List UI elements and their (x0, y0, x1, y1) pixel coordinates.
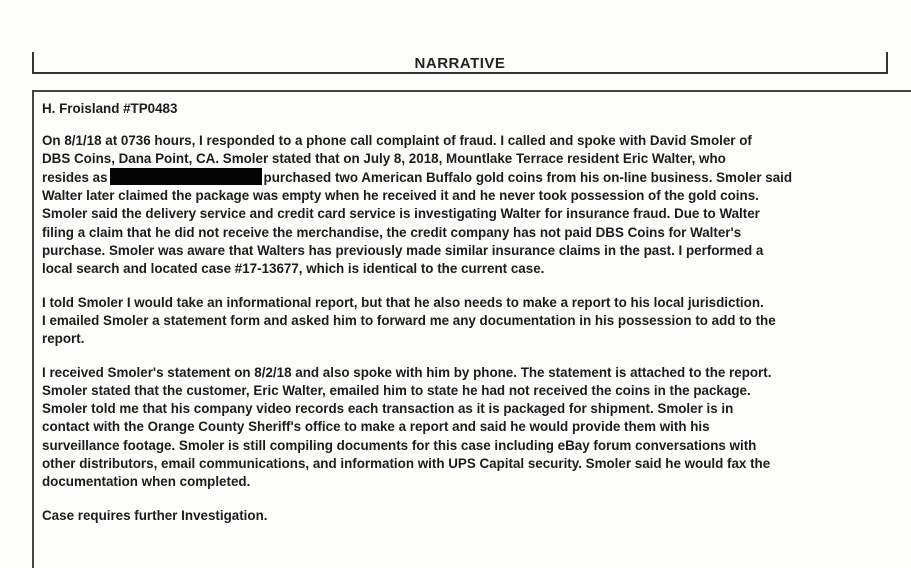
paragraph-3 (42, 364, 908, 491)
paragraph-2-line-1: I told Smoler I would take an informational report, but that he also needs to make a report to his local jurisdiction. (42, 294, 764, 310)
paragraph-1-line-4: Walter later claimed the package was empty when he received it and he never took possession of the gold coins. (42, 188, 759, 204)
paragraph-1-line-8: local search and located case #17-13677, which is identical to the current case. (42, 260, 545, 276)
paragraph-1-line-3-start: resides as (42, 170, 108, 186)
paragraph-3-line-5: surveillance footage. Smoler is still compiling documents for this case including eBay forum conversations with (42, 437, 757, 453)
narrative-header-title: NARRATIVE (414, 55, 506, 72)
paragraph-1 (42, 132, 908, 278)
officer-id: H. Froisland #TP0483 (42, 101, 178, 116)
paragraph-3-line-1: I received Smoler's statement on 8/2/18 and also spoke with him by phone. The statement is attached to the report. (42, 365, 772, 381)
paragraph-1-line-6: filing a claim that he did not receive the merchandise, the credit company has not paid DBS Coins for Walter's (42, 224, 742, 240)
paragraph-2-line-3: report. (42, 331, 85, 347)
paragraph-3-line-4: contact with the Orange County Sheriff's office to make a report and said he would provide them with his (42, 419, 710, 435)
redaction-bar (110, 168, 262, 185)
paragraph-1-line-2: DBS Coins, Dana Point, CA. Smoler stated that on July 8, 2018, Mountlake Terrace resident Eric Walter, who (42, 151, 726, 167)
paragraph-1-line-1: On 8/1/18 at 0736 hours, I responded to a phone call complaint of fraud. I called and spoke with David Smoler of (42, 133, 752, 149)
paragraph-1-line-3-end: purchased two American Buffalo gold coins from his on-line business. Smoler said (263, 170, 793, 186)
narrative-content (42, 100, 908, 525)
paragraph-2 (42, 294, 908, 348)
paragraph-1-line-7: purchase. Smoler was aware that Walters has previously made similar insurance claims in the past. I performed a (42, 242, 764, 258)
paragraph-2-line-2: I emailed Smoler a statement form and asked him to forward me any documentation in his possession to add to the (42, 312, 776, 328)
paragraph-1-line-5: Smoler said the delivery service and credit card service is investigating Walter for insurance fraud. Due to Walter (42, 206, 760, 222)
paragraph-3-line-6: other distributors, email communications, and information with UPS Capital security. Smoler said he would fax the (42, 455, 771, 471)
paragraph-1-line-3 (42, 168, 908, 187)
paragraph-3-line-7: documentation when completed. (42, 473, 251, 489)
paragraph-3-line-2: Smoler stated that the customer, Eric Walter, emailed him to state he had not received the coins in the package. (42, 383, 751, 399)
paragraph-3-line-3: Smoler told me that his company video records each transaction as it is packaged for shipment. Smoler is in (42, 401, 734, 417)
closing-statement: Case requires further Investigation. (42, 507, 268, 523)
narrative-header-box (32, 52, 888, 74)
